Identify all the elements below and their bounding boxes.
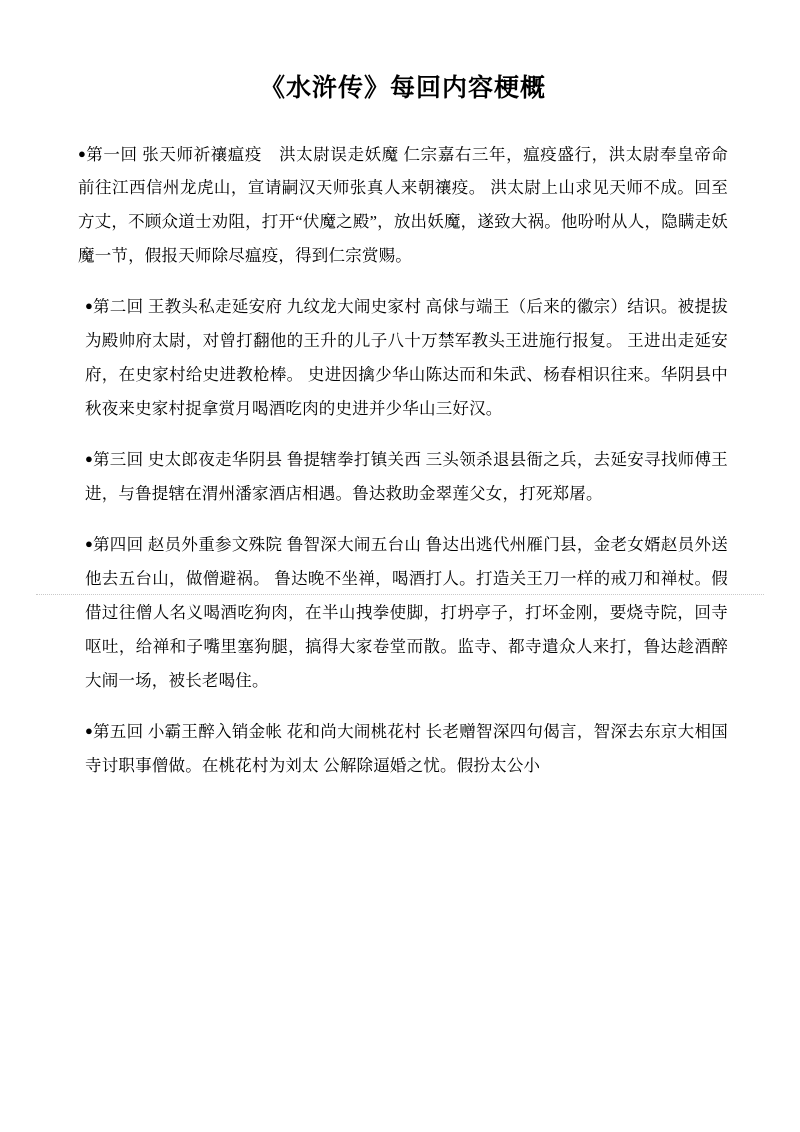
chapter-heading: 第五回 小霸王醉入销金帐 花和尚大闹桃花村 bbox=[92, 722, 422, 742]
chapter-heading: 第三回 史太郎夜走华阴县 鲁提辖拳打镇关西 bbox=[92, 450, 422, 470]
paragraph-chapter-3 bbox=[78, 443, 728, 511]
chapter-body: 仁宗嘉右三年，瘟疫盛行，洪太尉奉皇帝命前往江西信州龙虎山，宣请嗣汉天师张真人来朝禳疫。 洪太尉上山求见天师不成。回至方丈，不顾众道士劝阻，打开“伏魔之殿”，放出妖魔，遂致大祸。他吩咐从人，隐瞒走妖魔一节，假报天师除尽瘟疫，得到仁宗赏赐。 bbox=[78, 144, 728, 266]
bullet-icon: ● bbox=[85, 451, 93, 467]
paragraph-chapter-2 bbox=[78, 290, 728, 426]
page-title: 《水浒传》每回内容梗概 bbox=[259, 75, 546, 102]
paragraph-chapter-4 bbox=[78, 528, 728, 698]
chapter-body: 鲁达出逃代州雁门县，金老女婿赵员外送他去五台山，做僧避祸。 鲁达晚不坐禅，喝酒打人。打造关王刀一样的戒刀和禅杖。假借过往僧人名义喝酒吃狗肉，在半山拽拳使脚，打坍亭子，打坏金刚，要烧寺院，回寺呕吐，给禅和子嘴里塞狗腿，搞得大家卷堂而散。监寺、都寺遣众人来打，鲁达趁酒醉大闹一场，被长老喝住。 bbox=[85, 535, 728, 691]
chapter-body: 长老赠智深四句偈言，智深去东京大相国寺讨职事僧做。在桃花村为刘太 公解除逼婚之忧。假扮太公小 bbox=[85, 722, 728, 776]
chapter-body: 三头领杀退县衙之兵，去延安寻找师傅王进，与鲁提辖在渭州潘家酒店相遇。鲁达救助金翠莲父女，打死郑屠。 bbox=[85, 450, 728, 504]
bullet-icon: ● bbox=[78, 145, 87, 161]
page-divider bbox=[36, 594, 764, 595]
chapter-heading: 第四回 赵员外重参文殊院 鲁智深大闹五台山 bbox=[92, 535, 422, 555]
paragraph-chapter-1 bbox=[78, 138, 728, 274]
bullet-icon: ● bbox=[85, 723, 93, 739]
chapter-heading: 第二回 王教头私走延安府 九纹龙大闹史家村 bbox=[92, 297, 422, 317]
chapter-heading: 第一回 张天师祈禳瘟疫 洪太尉误走妖魔 bbox=[86, 144, 399, 164]
paragraph-chapter-5 bbox=[78, 715, 728, 783]
bullet-icon: ● bbox=[85, 298, 93, 314]
chapter-body: 高俅与端王（后来的徽宗）结识。被提拔为殿帅府太尉，对曾打翻他的王升的儿子八十万禁军教头王进施行报复。 王进出走延安府，在史家村给史进教枪棒。 史进因擒少华山陈达而和朱武、杨春相识往来。华阴县中秋夜来史家村捉拿赏月喝酒吃肉的史进并少华山三好汉。 bbox=[85, 297, 728, 419]
bullet-icon: ● bbox=[85, 536, 93, 552]
